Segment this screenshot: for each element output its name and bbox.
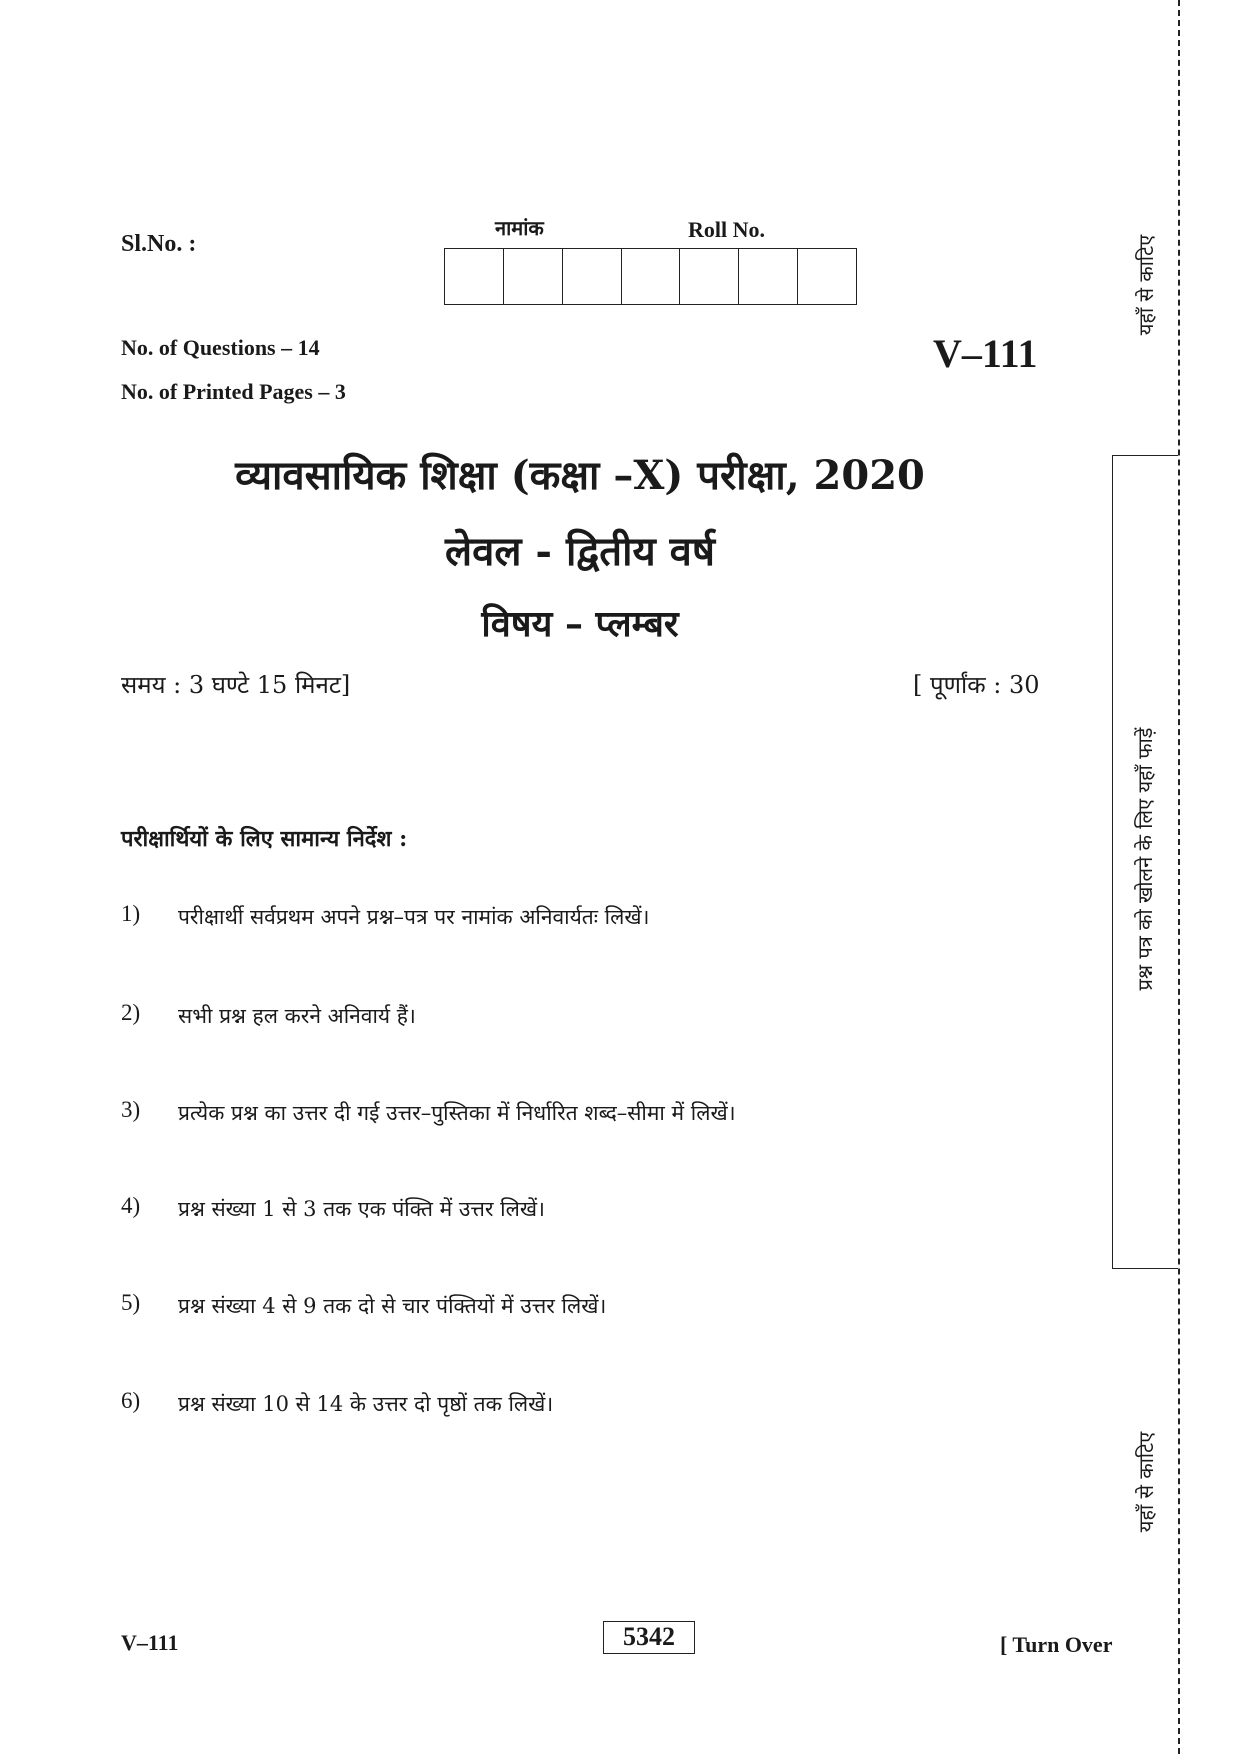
paper-code: V–111 — [933, 331, 1038, 376]
exam-time: समय : 3 घण्टे 15 मिनट] — [121, 671, 351, 699]
instruction-number: 5) — [121, 1290, 141, 1315]
roll-digit-box[interactable] — [622, 249, 681, 304]
number-of-pages: No. of Printed Pages – 3 — [121, 379, 346, 404]
instruction-number: 3) — [121, 1097, 141, 1122]
exam-title: व्यावसायिक शिक्षा (कक्षा –X) परीक्षा, 2020 — [235, 452, 925, 499]
instruction-text: प्रश्न संख्या 4 से 9 तक दो से चार पंक्तियों में उत्तर लिखें। — [178, 1294, 607, 1318]
instruction-number: 6) — [121, 1388, 141, 1413]
footer-paper-code: V–111 — [121, 1630, 179, 1655]
serial-number-label: Sl.No. : — [121, 231, 197, 257]
roll-digit-box[interactable] — [798, 249, 856, 304]
max-marks: [ पूर्णांक : 30 — [913, 671, 1040, 699]
instruction-text: परीक्षार्थी सर्वप्रथम अपने प्रश्न–पत्र पर नामांक अनिवार्यतः लिखें। — [178, 905, 650, 929]
roll-digit-box[interactable] — [504, 249, 563, 304]
instruction-number: 2) — [121, 1000, 141, 1025]
turn-over-label: [ Turn Over — [1000, 1632, 1113, 1657]
instruction-number: 1) — [121, 901, 141, 926]
roll-number-label: Roll No. — [688, 217, 765, 242]
number-of-questions: No. of Questions – 14 — [121, 335, 320, 360]
exam-level: लेवल - द्वितीय वर्ष — [445, 528, 715, 575]
instruction-text: प्रश्न संख्या 1 से 3 तक एक पंक्ति में उत्तर लिखें। — [178, 1197, 545, 1221]
roll-digit-box[interactable] — [739, 249, 798, 304]
instruction-text: सभी प्रश्न हल करने अनिवार्य हैं। — [178, 1004, 416, 1028]
roll-digit-box[interactable] — [680, 249, 739, 304]
tear-here-label: प्रश्न पत्र को खोलने के लिए यहाँ फाड़ें — [1133, 727, 1157, 991]
cut-here-label-top: यहाँ से काटिए — [1134, 234, 1158, 336]
instruction-number: 4) — [121, 1193, 141, 1218]
roll-digit-box[interactable] — [445, 249, 504, 304]
footer-number-box: 5342 — [603, 1621, 695, 1654]
namank-label: नामांक — [495, 216, 544, 240]
instructions-heading: परीक्षार्थियों के लिए सामान्य निर्देश : — [121, 826, 408, 852]
exam-subject: विषय – प्लम्बर — [481, 603, 679, 645]
roll-digit-box[interactable] — [563, 249, 622, 304]
cut-here-label-bottom: यहाँ से काटिए — [1134, 1431, 1158, 1533]
cut-line — [1178, 0, 1180, 1754]
instruction-text: प्रश्न संख्या 10 से 14 के उत्तर दो पृष्ठों तक लिखें। — [178, 1392, 554, 1416]
roll-number-boxes[interactable] — [444, 248, 857, 305]
instruction-text: प्रत्येक प्रश्न का उत्तर दी गई उत्तर–पुस्तिका में निर्धारित शब्द–सीमा में लिखें। — [178, 1101, 736, 1125]
